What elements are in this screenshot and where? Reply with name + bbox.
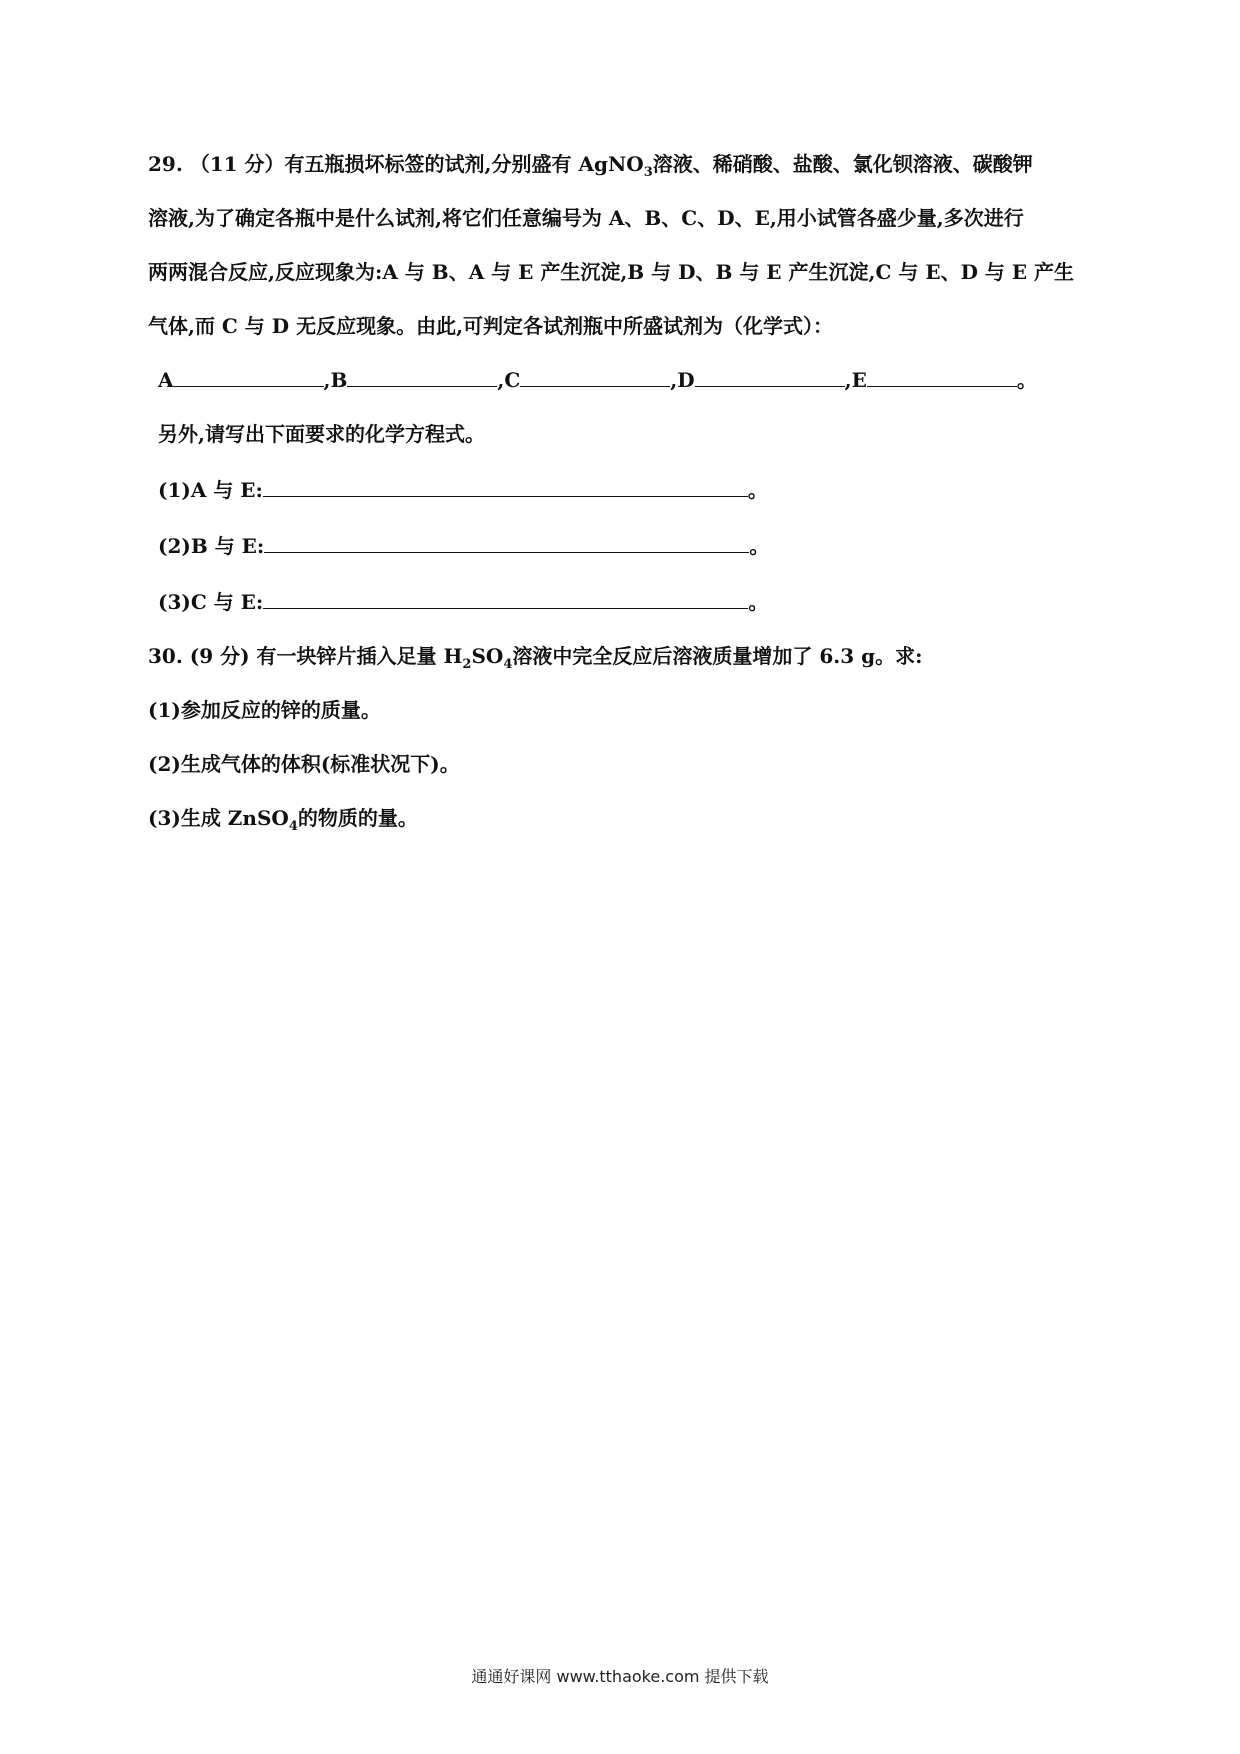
blank-label-d: ,D bbox=[670, 368, 695, 392]
q29-line-4: 气体,而 C 与 D 无反应现象。由此,可判定各试剂瓶中所盛试剂为（化学式）： bbox=[148, 314, 834, 338]
page-footer: 通通好课网 www.tthaoke.com 提供下载 bbox=[471, 1667, 769, 1686]
q30-part-3 bbox=[148, 804, 418, 841]
equation-label-3: (3)C 与 E: bbox=[158, 590, 264, 614]
blank-label-a: A bbox=[158, 368, 174, 392]
q30-part-2: (2)生成气体的体积(标准状况下)。 bbox=[148, 752, 460, 776]
period: 。 bbox=[747, 478, 768, 502]
subscript: 4 bbox=[288, 819, 298, 834]
q29-line-2: 溶液,为了确定各瓶中是什么试剂,将它们任意编号为 A、B、C、D、E,用小试管各盛少量,多次进行 bbox=[148, 206, 1024, 230]
blank-label-b: ,B bbox=[323, 368, 348, 392]
q29-instruction: 另外,请写出下面要求的化学方程式。 bbox=[158, 422, 485, 446]
q29-text: 溶液、稀硝酸、盐酸、氯化钡溶液、碳酸钾 bbox=[652, 152, 1033, 176]
equation-blank-2[interactable] bbox=[264, 534, 749, 553]
equation-blank-1[interactable] bbox=[263, 478, 748, 497]
q30-line-1 bbox=[148, 642, 922, 679]
blank-label-e: ,E bbox=[844, 368, 867, 392]
q29-text: 29. （11 分）有五瓶损坏标签的试剂,分别盛有 AgNO bbox=[148, 152, 644, 176]
subscript: 2 bbox=[462, 657, 472, 672]
period: 。 bbox=[1016, 368, 1037, 392]
equation-label-2: (2)B 与 E: bbox=[158, 534, 265, 558]
q30-text: 的物质的量。 bbox=[297, 806, 418, 830]
q29-equation-2 bbox=[158, 532, 769, 560]
q29-line-1 bbox=[148, 150, 1033, 187]
answer-blank-d[interactable] bbox=[695, 368, 845, 387]
q30-text: (3)生成 ZnSO bbox=[148, 806, 289, 830]
q29-equation-3 bbox=[158, 588, 768, 616]
answer-blank-b[interactable] bbox=[347, 368, 497, 387]
period: 。 bbox=[749, 534, 770, 558]
equation-label-1: (1)A 与 E: bbox=[158, 478, 263, 502]
period: 。 bbox=[748, 590, 769, 614]
q30-text: 溶液中完全反应后溶液质量增加了 6.3 g。求: bbox=[512, 644, 923, 668]
answer-blank-c[interactable] bbox=[520, 368, 670, 387]
q30-text: SO bbox=[471, 644, 504, 668]
q30-text: 30. (9 分) 有一块锌片插入足量 H bbox=[148, 644, 463, 668]
subscript: 3 bbox=[643, 165, 653, 180]
q29-answer-blanks bbox=[158, 366, 1037, 394]
subscript: 4 bbox=[503, 657, 513, 672]
blank-label-c: ,C bbox=[497, 368, 521, 392]
equation-blank-3[interactable] bbox=[263, 590, 748, 609]
q30-part-1: (1)参加反应的锌的质量。 bbox=[148, 698, 381, 722]
q29-line-3: 两两混合反应,反应现象为:A 与 B、A 与 E 产生沉淀,B 与 D、B 与 E 产生沉淀,C 与 E、D 与 E 产生 bbox=[148, 260, 1075, 284]
answer-blank-a[interactable] bbox=[174, 368, 324, 387]
answer-blank-e[interactable] bbox=[867, 368, 1017, 387]
q29-equation-1 bbox=[158, 476, 768, 504]
